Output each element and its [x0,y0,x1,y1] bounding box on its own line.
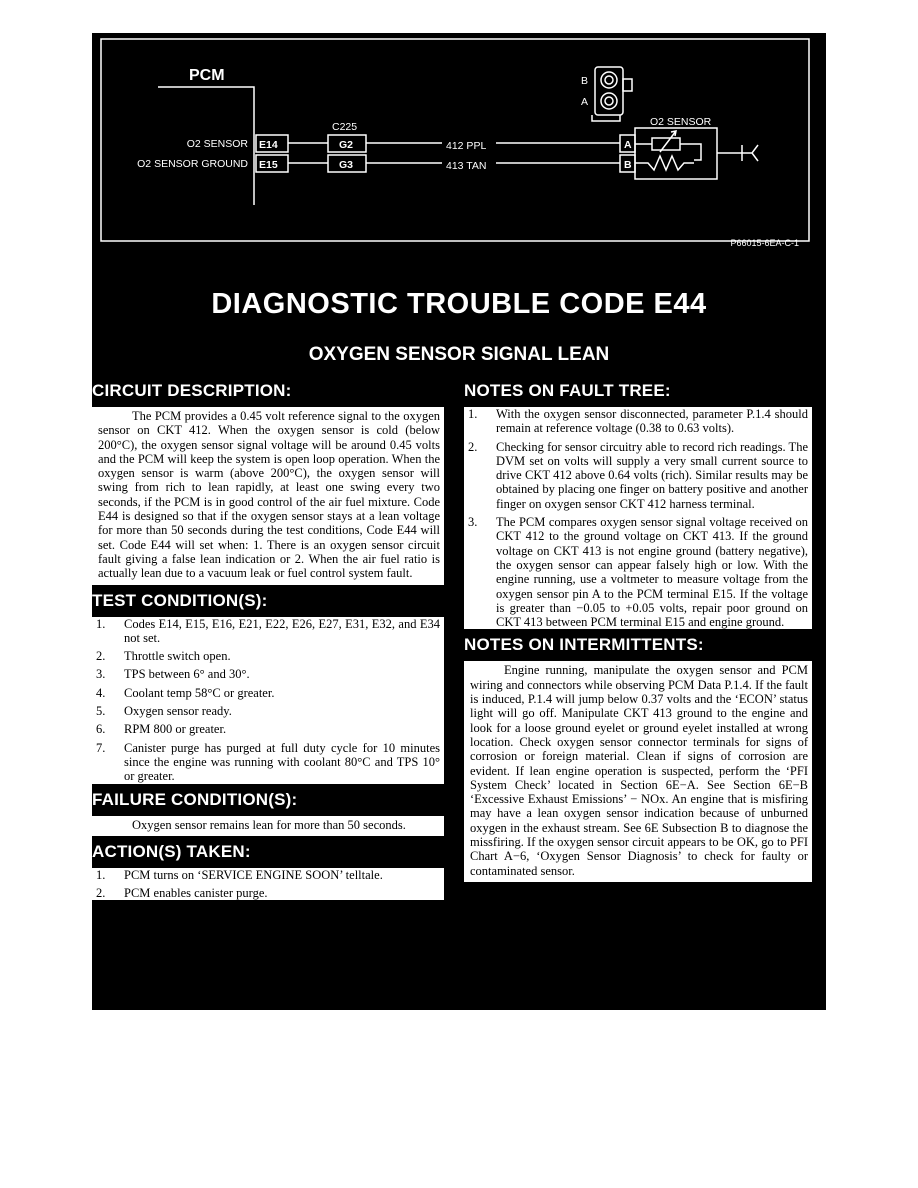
notes-fault-tree-list [464,407,812,629]
list-item: 5. Oxygen sensor ready. [96,704,232,719]
pcm-pin-e15: E15 [259,159,278,171]
wiring-diagram [92,33,826,263]
list-item: 1. Codes E14, E15, E16, E21, E22, E26, E27, E31, E32, and E34 not set. [96,616,440,645]
actions-taken-section [92,842,444,901]
left-column [92,375,444,904]
page-title: DIAGNOSTIC TROUBLE CODE E44 [211,288,707,320]
notes-fault-tree-heading: NOTES ON FAULT TREE: [464,381,671,400]
right-column [464,375,812,882]
c225-pin-g3: G3 [339,159,354,171]
wire-412-label: 412 PPL [446,140,487,152]
list-item: 3. The PCM compares oxygen sensor signal voltage received on CKT 412 to the ground voltage on CKT 413. If the ground voltage on CKT 413 is not engine ground (battery negative), the oxygen sensor can appear falsely high or low. With the engine running, use a voltmeter to measure voltage from the oxygen sensor pin A to the PCM terminal E15. If the voltage is greater than −0.05 to +0.05 volts, repair poor ground on CKT 413 between PCM terminal E15 and engine ground. [468,515,808,630]
test-conditions-heading: TEST CONDITION(S): [92,590,268,610]
figure-code: P66015-6EA-C-1 [730,238,799,248]
sensor-pin-a: A [624,139,632,151]
list-item: 2. Checking for sensor circuitry able to record rich readings. The DVM set on volts will supply a very small current source to drive CKT 412 above 0.64 volts (rich). Similar results may be obtained by placing one finger on battery positive and another finger on oxygen sensor CKT 412 harness terminal. [468,439,808,511]
pcm-label: PCM [189,67,225,84]
actions-taken-list [92,868,444,901]
list-item: 1. PCM turns on ‘SERVICE ENGINE SOON’ telltale. [96,867,383,882]
list-item: 3. TPS between 6° and 30°. [96,667,250,682]
circuit-description-text: The PCM provides a 0.45 volt reference signal to the oxygen sensor on CKT 412. When the oxygen sensor is cold (below 200°C), the oxygen sensor signal voltage will be around 0.45 volts and the PCM will keep the system is open loop operation. When the oxygen sensor is warm (above 200°C), the oxygen sensor will swing from rich to lean rapidly, at least one swing every two seconds, if the PCM is in good control of the air fuel mixture. Code E44 is designed so that if the oxygen sensor stays at a lean voltage for more than 50 seconds during the test conditions, Code E44 will set. Code E44 will set when: 1. There is an oxygen sensor circuit fault giving a false lean indication or 2. When the air fuel ratio is actually lean due to a vacuum leak or fuel control system fault. [92,407,444,585]
notes-intermittents-section [464,635,812,881]
list-item: 6. RPM 800 or greater. [96,722,227,737]
notes-intermittents-text: Engine running, manipulate the oxygen sensor and PCM wiring and connectors while observing PCM Data P.1.4. If the fault is induced, P.1.4 will jump below 0.37 volts and the ‘ECON’ status light will go off. Manipulate CKT 413 ground to the engine and look for a loose ground eyelet or ground eyelet installed at wrong location. Check oxygen sensor connector terminals for signs of corrosion or foreign material. Clean if signs of corrosion are evident. If lean engine operation is suspected, perform the ‘PFI System Check’ located in Section 6E−A. See Section 6E−B ‘Excessive Exhaust Emissions’ − NOx. An engine that is misfiring may have a lean oxygen sensor indication because of unburned oxygen in the exhaust stream. See 6E Subsection B to diagnose the missfiring. If the oxygen sensor circuit appears to be OK, go to PFI Chart A−6, ‘Oxygen Sensor Diagnosis’ to check for faulty or contaminated sensor. [464,661,812,881]
list-item: 2. Throttle switch open. [96,649,231,664]
connector-pin-b: B [581,75,589,87]
failure-conditions-heading: FAILURE CONDITION(S): [92,789,298,809]
connector-pin-a: A [581,96,589,108]
list-item: 4. Coolant temp 58°C or greater. [96,685,275,700]
list-item: 2. PCM enables canister purge. [96,886,268,901]
notes-fault-tree-section [464,381,812,629]
failure-conditions-section [92,790,444,836]
page-panel [92,33,826,1010]
actions-taken-heading: ACTION(S) TAKEN: [92,841,251,861]
row2-label: O2 SENSOR GROUND [137,158,248,170]
list-item: 1. With the oxygen sensor disconnected, parameter P.1.4 should remain at reference voltage (0.38 to 0.63 volts). [468,407,808,436]
c225-pin-g2: G2 [339,139,354,151]
circuit-description-heading: CIRCUIT DESCRIPTION: [92,381,292,400]
pcm-pin-e14: E14 [259,139,278,151]
sensor-pin-b: B [624,159,632,171]
circuit-description-section [92,381,444,585]
test-conditions-list [92,617,444,784]
list-item: 7. Canister purge has purged at full duty cycle for 10 minutes since the engine was running with coolant 80°C and TPS 10° or greater. [96,740,440,784]
failure-conditions-text: Oxygen sensor remains lean for more than 50 seconds. [92,816,444,836]
wire-413-label: 413 TAN [446,160,487,172]
page-subtitle: OXYGEN SENSOR SIGNAL LEAN [308,344,610,365]
row1-label: O2 SENSOR [186,138,248,150]
o2-sensor-label: O2 SENSOR [650,116,712,128]
notes-intermittents-heading: NOTES ON INTERMITTENTS: [464,635,704,655]
c225-label: C225 [332,121,358,133]
test-conditions-section [92,591,444,784]
